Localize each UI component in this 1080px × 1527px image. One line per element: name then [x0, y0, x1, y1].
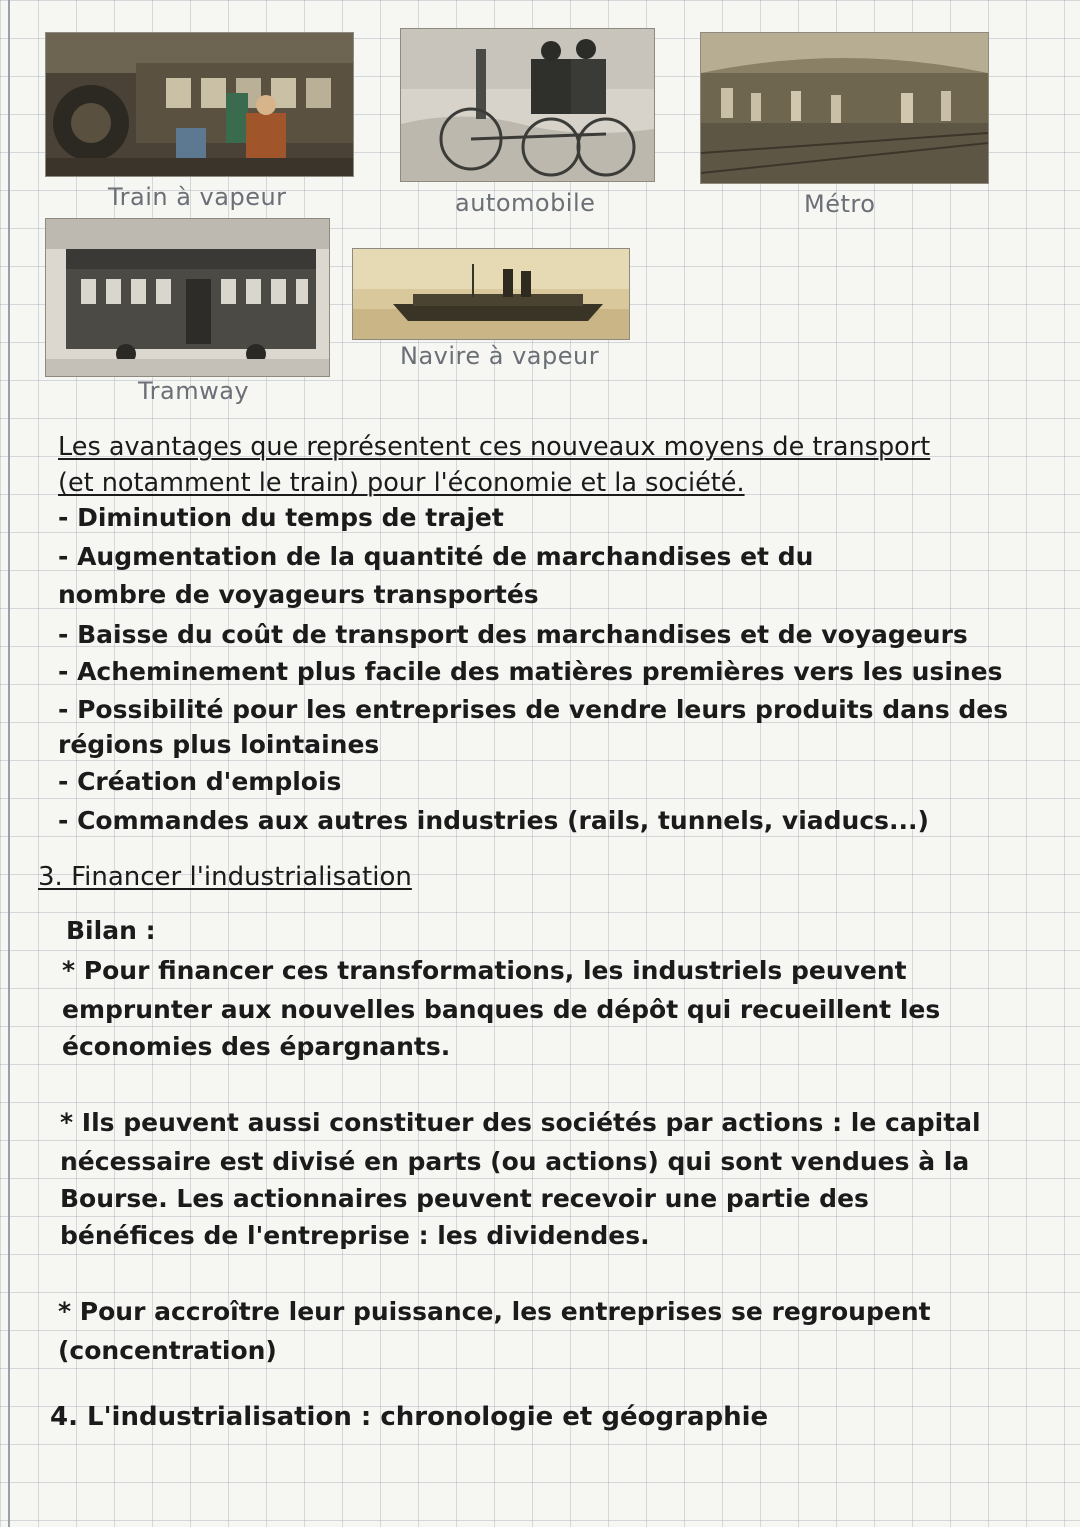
advantage-item: - Possibilité pour les entreprises de vendre leurs produits dans des: [58, 695, 1009, 724]
bilan-p2-line: * Ils peuvent aussi constituer des sociétés par actions : le capital: [60, 1108, 981, 1137]
section4-title: 4. L'industrialisation : chronologie et géographie: [50, 1402, 769, 1432]
bilan-label: Bilan :: [66, 916, 156, 945]
bilan-p1-line: * Pour financer ces transformations, les industriels peuvent: [62, 956, 907, 985]
bilan-p1-line: emprunter aux nouvelles banques de dépôt qui recueillent les: [62, 995, 941, 1024]
metro-photo: [700, 32, 989, 184]
bilan-p3-line: (concentration): [58, 1336, 277, 1365]
caption-train: Train à vapeur: [108, 183, 287, 211]
advantage-item: - Diminution du temps de trajet: [58, 503, 504, 532]
advantage-item: - Commandes aux autres industries (rails, tunnels, viaducs...): [58, 806, 929, 835]
advantage-item: nombre de voyageurs transportés: [58, 580, 539, 609]
advantage-item: régions plus lointaines: [58, 730, 380, 759]
margin-line: [8, 0, 10, 1527]
advantages-heading-line1: Les avantages que représentent ces nouveaux moyens de transport: [58, 432, 931, 462]
bilan-p1-line: économies des épargnants.: [62, 1032, 451, 1061]
caption-tramway: Tramway: [138, 377, 250, 405]
bilan-p2-line: bénéfices de l'entreprise : les dividendes.: [60, 1221, 650, 1250]
steam-train-photo: [45, 32, 354, 177]
bilan-p3-line: * Pour accroître leur puissance, les entreprises se regroupent: [58, 1297, 931, 1326]
caption-ship: Navire à vapeur: [400, 342, 600, 370]
section3-title: 3. Financer l'industrialisation: [38, 862, 412, 892]
advantage-item: - Création d'emplois: [58, 767, 342, 796]
bilan-p2-line: Bourse. Les actionnaires peuvent recevoir une partie des: [60, 1184, 869, 1213]
tramway-photo: [45, 218, 330, 377]
caption-automobile: automobile: [455, 189, 596, 217]
advantage-item: - Acheminement plus facile des matières premières vers les usines: [58, 657, 1003, 686]
advantage-item: - Baisse du coût de transport des marchandises et de voyageurs: [58, 620, 968, 649]
advantages-heading-line2: (et notamment le train) pour l'économie et la société.: [58, 468, 745, 498]
bilan-p2-line: nécessaire est divisé en parts (ou actions) qui sont vendues à la: [60, 1147, 970, 1176]
advantage-item: - Augmentation de la quantité de marchandises et du: [58, 542, 814, 571]
caption-metro: Métro: [804, 190, 876, 218]
automobile-photo: [400, 28, 655, 182]
steamship-photo: [352, 248, 630, 340]
